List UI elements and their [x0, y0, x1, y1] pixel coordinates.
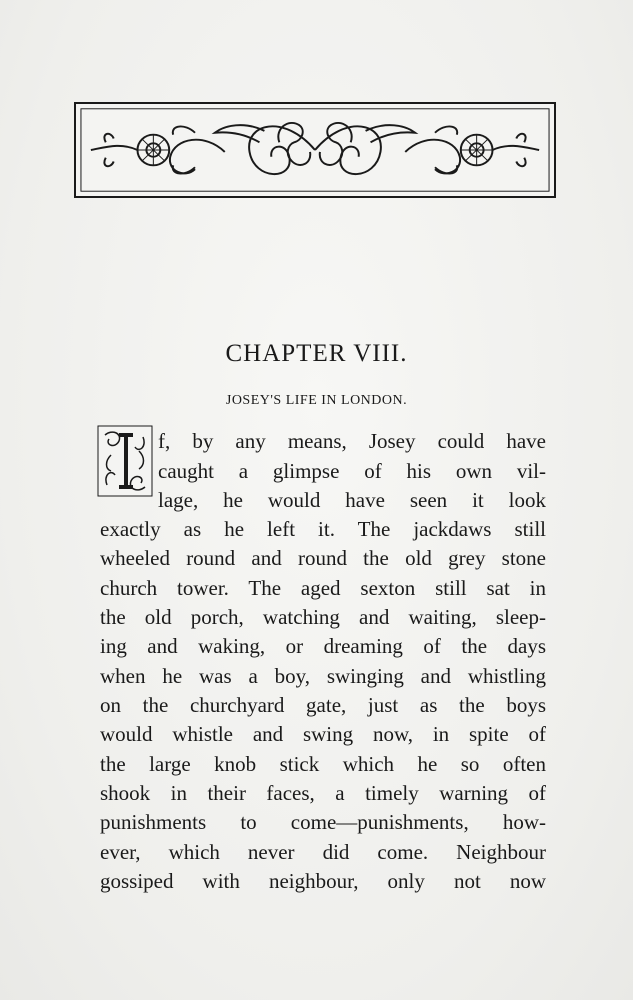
body-line: gossiped with neighbour, only not now	[100, 869, 546, 893]
ornamental-initial-icon	[97, 425, 153, 497]
body-line: shook in their faces, a timely warning of	[100, 781, 546, 805]
body-line: the old porch, watching and waiting, sleep-	[100, 605, 546, 629]
body-line: would whistle and swing now, in spite of	[100, 722, 546, 746]
body-line: wheeled round and round the old grey stone	[100, 546, 546, 570]
body-line: when he was a boy, swinging and whistling	[100, 664, 546, 688]
chapter-title: CHAPTER VIII.	[225, 340, 408, 367]
chapter-subtitle: JOSEY'S LIFE IN LONDON.	[225, 393, 408, 408]
body-line: punishments to come—punishments, how-	[100, 810, 546, 834]
body-line: lage, he would have seen it look	[158, 488, 546, 512]
decorative-headpiece-griffins-icon	[74, 102, 556, 198]
body-line: f, by any means, Josey could have	[158, 429, 546, 453]
body-line: ever, which never did come. Neighbour	[100, 840, 546, 864]
body-line: ing and waking, or dreaming of the days	[100, 634, 546, 658]
body-line: exactly as he left it. The jackdaws still	[100, 517, 546, 541]
body-line: on the churchyard gate, just as the boys	[100, 693, 546, 717]
body-line: the large knob stick which he so often	[100, 752, 546, 776]
body-line: caught a glimpse of his own vil-	[158, 459, 546, 483]
body-line: church tower. The aged sexton still sat in	[100, 576, 546, 600]
